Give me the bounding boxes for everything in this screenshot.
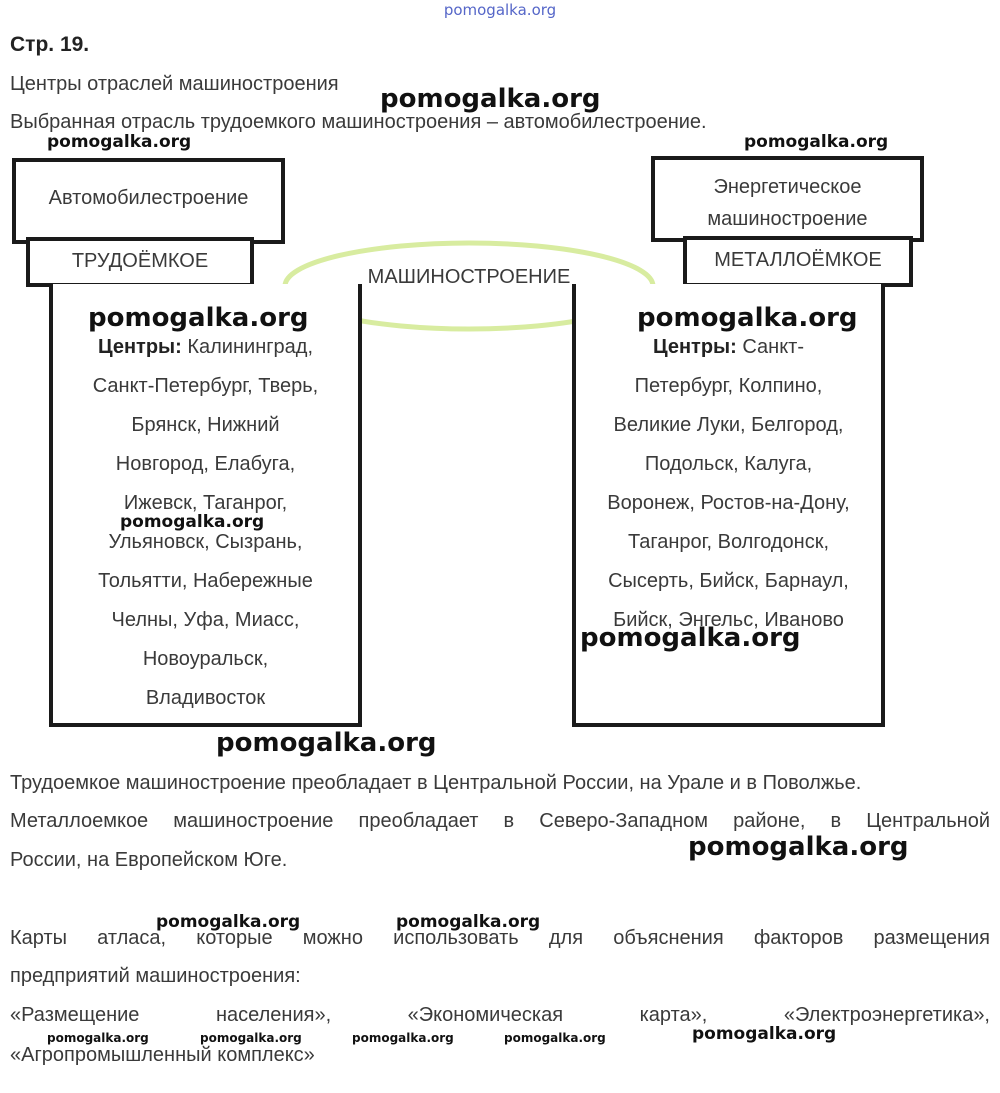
center-label: МАШИНОСТРОЕНИЕ xyxy=(367,266,571,288)
watermark: pomogalka.org xyxy=(200,1031,302,1045)
right-centers-line: Бийск, Энгельс, Иваново xyxy=(613,609,844,631)
watermark: pomogalka.org xyxy=(88,303,309,333)
watermark: pomogalka.org xyxy=(396,912,541,932)
left-centers-line: Новгород, Елабуга, xyxy=(115,453,296,475)
watermark: pomogalka.org xyxy=(352,1031,454,1045)
left-centers-line: Санкт-Петербург, Тверь, xyxy=(92,375,319,397)
right-centers-line: Центры: Санкт- xyxy=(652,336,804,358)
left-centers-line: Владивосток xyxy=(145,687,266,709)
watermark: pomogalka.org xyxy=(504,1031,606,1045)
watermark: pomogalka.org xyxy=(692,1024,837,1044)
paragraph-atlas-line1: Карты атласа, которые можно использовать для объяснения факторов размещения xyxy=(10,927,990,949)
watermark: pomogalka.org xyxy=(380,84,601,114)
left-centers-line: Брянск, Нижний xyxy=(131,414,280,436)
right-type-label: МЕТАЛЛОЁМКОЕ xyxy=(714,249,882,271)
left-centers-line: Челны, Уфа, Миасс, xyxy=(111,609,300,631)
right-centers-list xyxy=(576,328,881,640)
left-centers-line: Ульяновск, Сызрань, xyxy=(108,531,303,553)
watermark-top: pomogalka.org xyxy=(443,1,557,19)
right-centers-line: Великие Луки, Белгород, xyxy=(613,414,844,436)
watermark: pomogalka.org xyxy=(120,512,265,532)
page-subtitle: Центры отраслей машиностроения xyxy=(10,73,339,95)
left-centers-line: Новоуральск, xyxy=(142,648,269,670)
left-top-label: Автомобилестроение xyxy=(48,187,249,209)
watermark: pomogalka.org xyxy=(637,303,858,333)
left-centers-line: Ижевск, Таганрог, xyxy=(123,492,288,514)
watermark: pomogalka.org xyxy=(688,832,909,862)
paragraph-atlas-line2: предприятий машиностроения: xyxy=(10,965,301,987)
page-heading: Стр. 19. xyxy=(10,33,90,56)
chosen-branch-text: Выбранная отрасль трудоемкого машиностроения – автомобилестроение. xyxy=(10,111,707,133)
right-centers-caption: Центры: xyxy=(652,336,737,358)
right-centers-line: Таганрог, Волгодонск, xyxy=(627,531,830,553)
watermark: pomogalka.org xyxy=(744,132,889,152)
right-centers-line: Подольск, Калуга, xyxy=(644,453,813,475)
right-top-label-line2: машиностроение xyxy=(707,208,868,230)
right-centers-line: Петербург, Колпино, xyxy=(634,375,823,397)
watermark: pomogalka.org xyxy=(47,132,192,152)
left-centers-caption: Центры: xyxy=(97,336,182,358)
watermark: pomogalka.org xyxy=(580,623,801,653)
left-centers-line: Тольятти, Набережные xyxy=(98,570,313,592)
paragraph-metal-intensive-line1: Металлоемкое машиностроение преобладает в Северо-Западном районе, в Центральной xyxy=(10,810,990,832)
right-type-box xyxy=(683,236,913,287)
paragraph-labor-intensive: Трудоемкое машиностроение преобладает в Центральной России, на Урале и в Поволжье. xyxy=(10,772,862,794)
watermark: pomogalka.org xyxy=(156,912,301,932)
paragraph-metal-intensive-line2: России, на Европейском Юге. xyxy=(10,849,288,871)
left-type-label: ТРУДОЁМКОЕ xyxy=(71,250,209,272)
right-centers-line: Воронеж, Ростов-на-Дону, xyxy=(607,492,850,514)
right-top-label: Энергетическое xyxy=(713,176,862,198)
watermark: pomogalka.org xyxy=(47,1031,149,1045)
left-centers-line: Центры: Калининград, xyxy=(97,336,314,358)
left-type-box xyxy=(26,237,254,287)
watermark: pomogalka.org xyxy=(216,728,437,758)
paragraph-maps-line2: «Агропромышленный комплекс» xyxy=(10,1044,315,1066)
paragraph-maps-line1: «Размещение населения», «Экономическая карта», «Электроэнергетика», xyxy=(10,1004,990,1026)
right-centers-line: Сысерть, Бийск, Барнаул, xyxy=(608,570,849,592)
left-top-box xyxy=(12,158,285,244)
